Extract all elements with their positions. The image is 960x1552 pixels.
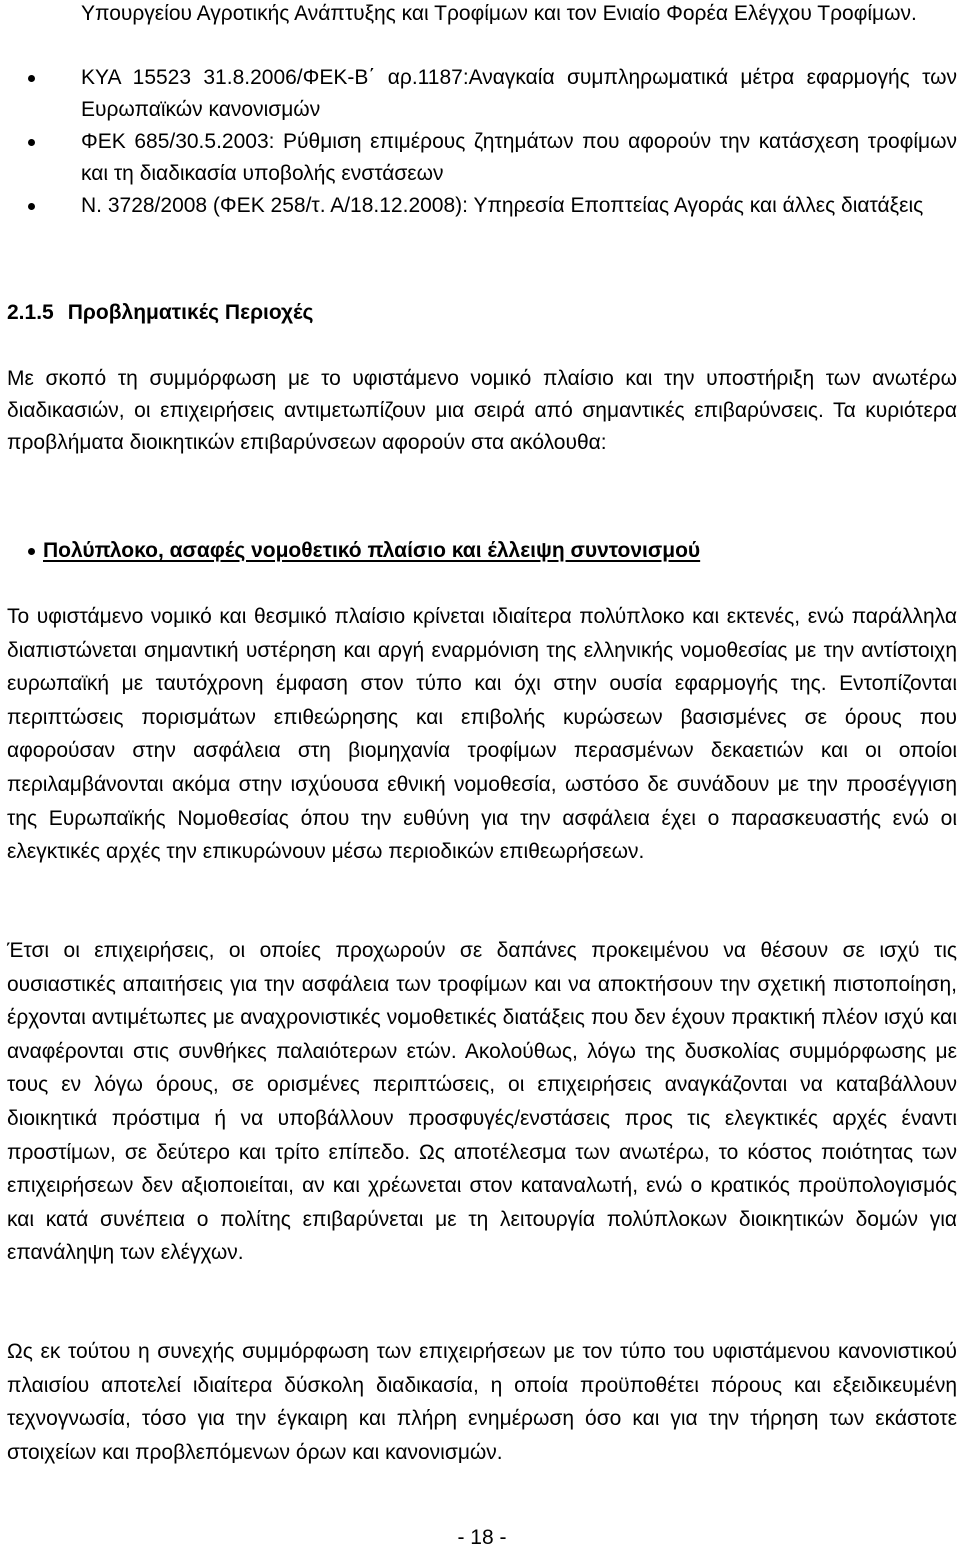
bullet-continuation-text: Υπουργείου Αγροτικής Ανάπτυξης και Τροφίμων και τον Ενιαίο Φορέα Ελέγχου Τροφίμων.	[81, 2, 917, 25]
body-paragraph: Ως εκ τούτου η συνεχής συμμόρφωση των επιχειρήσεων με τον τύπο του υφιστάμενου κανονιστικού πλαισίου αποτελεί ιδιαίτερα δύσκολη διαδικασία, η οποία προϋποθέτει πόρους και εξειδικευμένη τεχνογνωσία, τόσο για την έγκαιρη και πλήρη ενημέρωση όσο και για την τήρηση των εκάστοτε στοιχείων και προβλεπόμενων όρων και κανονισμών.	[7, 1340, 957, 1464]
body-paragraph: Το υφιστάμενο νομικό και θεσμικό πλαίσιο κρίνεται ιδιαίτερα πολύπλοκο και εκτενές, ενώ παράλληλα διαπιστώνεται σημαντική υστέρηση και αργή εναρμόνιση της ελληνικής νομοθεσίας με την αντίστοιχη ευρωπαϊκή με ταυτόχρονη έμφαση στον τύπο και όχι στην ουσία εφαρμογής της. Εντοπίζονται περιπτώσεις πορισμάτων επιθεώρησης και επιβολής κυρώσεων βασισμένες σε όρους που αφορούσαν στην ασφάλεια στη βιομηχανία τροφίμων περασμένων δεκαετιών και οι οποίοι περιλαμβάνονται ακόμα στην ισχύουσα εθνική νομοθεσία, ωστόσο δε συνάδουν με την προσέγγιση της Ευρωπαϊκής Νομοθεσίας όπου την ευθύνη για την ασφάλεια έχει ο παρασκευαστής ενώ οι ελεγκτικές αρχές την επικυρώνουν μέσω περιοδικών επιθεωρήσεων.	[7, 605, 957, 864]
bullet-item	[7, 62, 957, 126]
subheading-title: Πολύπλοκο, ασαφές νομοθετικό πλαίσιο και έλλειψη συντονισμού	[43, 539, 701, 562]
bullet-text: Ν. 3728/2008 (ΦΕΚ 258/τ. Α/18.12.2008): Υπηρεσία Εποπτείας Αγοράς και άλλες διατάξεις	[81, 194, 924, 217]
legislation-bullet-list	[7, 62, 957, 222]
section-number: 2.1.5	[7, 301, 54, 324]
section-title: Προβληματικές Περιοχές	[67, 301, 314, 324]
bullet-dot-icon	[28, 548, 35, 555]
bullet-item	[7, 190, 957, 222]
bullet-item	[7, 126, 957, 190]
bullet-dot-icon	[28, 75, 35, 82]
bullet-dot-icon	[28, 139, 35, 146]
intro-paragraph: Με σκοπό τη συμμόρφωση με το υφιστάμενο νομικό πλαίσιο και την υποστήριξη των ανωτέρω διαδικασιών, οι επιχειρήσεις αντιμετωπίζουν μια σειρά από σημαντικές επιβαρύνσεις. Τα κυριότερα προβλήματα διοικητικών επιβαρύνσεων αφορούν στα ακόλουθα:	[7, 367, 957, 454]
bullet-text: ΚΥΑ 15523 31.8.2006/ΦΕΚ-Β΄ αρ.1187:Αναγκαία συμπληρωματικά μέτρα εφαρμογής των Ευρωπαϊκών κανονισμών	[81, 66, 957, 121]
body-paragraph: Έτσι οι επιχειρήσεις, οι οποίες προχωρούν σε δαπάνες προκειμένου να θέσουν σε ισχύ τις ουσιαστικές απαιτήσεις για την ασφάλεια των τροφίμων και να αποκτήσουν την σχετική πιστοποίηση, έρχονται αντιμέτωπες με αναχρονιστικές νομοθετικές διατάξεις που δεν έχουν πρακτική πλέον ισχύ και αναφέρονται στις συνθήκες παλαιότερων ετών. Ακολούθως, λόγω της δυσκολίας συμμόρφωσης με τους εν λόγω όρους, σε ορισμένες περιπτώσεις, οι επιχειρήσεις αναγκάζονται να καταβάλλουν διοικητικά πρόστιμα ή να υποβάλλουν προσφυγές/ενστάσεις προς τις ελεγκτικές αρχές έναντι προστίμων, σε δεύτερο και τρίτο επίπεδο. Ως αποτέλεσμα των ανωτέρω, το κόστος ποιότητας των επιχειρήσεων δεν αξιοποιείται, αν και χρέωνεται στον καταναλωτή, ενώ ο κρατικός προϋπολογισμός και κατά συνέπεια ο πολίτης επιβαρύνεται με τη λειτουργία πολύπλοκων διοικητικών δομών για επανάληψη των ελέγχων.	[7, 939, 957, 1265]
bullet-dot-icon	[28, 203, 35, 210]
bullet-text: ΦΕΚ 685/30.5.2003: Ρύθμιση επιμέρους ζητημάτων που αφορούν την κατάσχεση τροφίμων και τη διαδικασία υποβολής ενστάσεων	[81, 130, 957, 185]
section-heading	[7, 296, 313, 330]
page-number: - 18 -	[457, 1526, 507, 1549]
